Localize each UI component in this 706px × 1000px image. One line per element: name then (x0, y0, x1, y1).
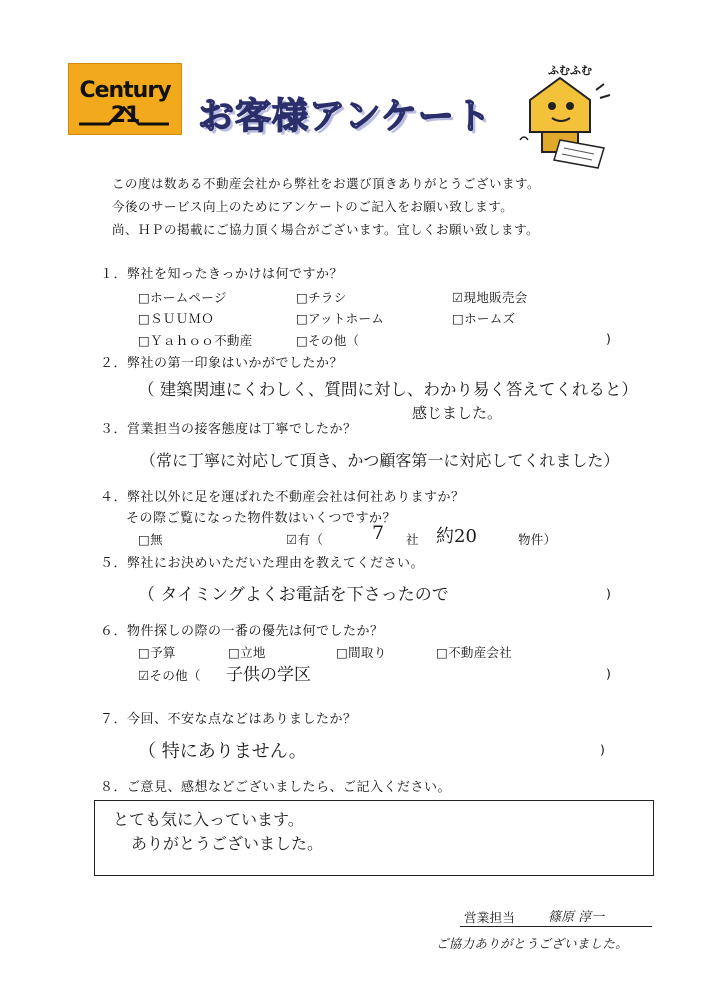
q6-option-other-label: その他（ (149, 668, 201, 683)
checked-box-icon: ☑ (138, 668, 150, 683)
checked-box-icon: ☑ (452, 290, 464, 305)
q1-option-homepage[interactable]: □ホームページ (138, 290, 227, 305)
q8-answer-line-2: ありがとうございました。 (131, 834, 324, 853)
q7-close-paren: ) (600, 742, 606, 757)
q1-option-other[interactable]: □その他（ (296, 333, 360, 348)
q6-option-agency[interactable]: □不動産会社 (436, 645, 513, 660)
q1-option-athome[interactable]: □アットホーム (296, 311, 385, 326)
q4-option-none[interactable]: □無 (138, 532, 163, 547)
logo-text: Century 21 (79, 78, 171, 128)
q4-property-count: 約20 (436, 526, 477, 547)
q6-option-budget[interactable]: □予算 (138, 645, 176, 660)
question-4: ４．弊社以外に足を運ばれた不動産会社は何社ありますか？ (100, 490, 465, 505)
thanks-message: ご協力ありがとうございました。 (436, 936, 629, 951)
q6-option-layout[interactable]: □間取り (336, 645, 387, 660)
mascot-caption: ふむふむ (548, 64, 592, 77)
question-4-sub: その際ご覧になった物件数はいくつですか？ (126, 511, 397, 526)
q2-answer-line-1: （ 建築関連にくわしく、質問に対し、わかり易く答えてくれると） (138, 380, 638, 399)
q5-close-paren: ) (606, 586, 612, 601)
q3-answer: （常に丁寧に対応して頂き、かつ顧客第一に対応してくれました） (140, 451, 620, 470)
mascot-house-icon (512, 60, 622, 170)
q7-answer: （ 特にありません。 (138, 741, 307, 762)
checked-box-icon: ☑ (286, 532, 298, 547)
question-8: ８．ご意見、感想などございましたら、ご記入ください。 (100, 780, 452, 795)
intro-line-1: この度は数ある不動産会社から弊社をお選び頂きありがとうございます。 (112, 176, 541, 191)
signature-line (460, 926, 652, 927)
q4-option-yes-label: 有（ (297, 532, 324, 547)
q4-company-count: 7 (372, 522, 385, 544)
q1-option-homes[interactable]: □ホームズ (452, 311, 516, 326)
company-logo (68, 63, 182, 135)
staff-name: 篠原 淳一 (548, 910, 605, 925)
q1-option-open-house-label: 現地販売会 (463, 290, 528, 305)
q4-option-yes[interactable] (286, 530, 323, 548)
q1-option-suumo[interactable]: □ＳＵＵＭＯ (138, 311, 215, 326)
question-7: ７．今回、不安な点などはありましたか？ (100, 712, 357, 727)
q6-close-paren: ) (606, 666, 612, 681)
question-5: ５．弊社にお決めいただいた理由を教えてください。 (100, 556, 425, 571)
question-6: ６．物件探しの際の一番の優先は何でしたか？ (100, 624, 384, 639)
q1-close-paren: ) (606, 331, 612, 346)
intro-line-3: 尚、ＨＰの掲載にご協力頂く場合がございます。宜しくお願い致します。 (112, 222, 540, 237)
question-2: ２．弊社の第一印象はいかがでしたか？ (100, 356, 344, 371)
q8-answer-line-1: とても気に入っています。 (113, 810, 304, 829)
q1-option-open-house[interactable] (452, 288, 528, 306)
question-1: １．弊社を知ったきっかけは何ですか？ (100, 267, 344, 282)
intro-line-2: 今後のサービス向上のためにアンケートのご記入をお願い致します。 (112, 199, 514, 214)
q4-unit-property: 物件） (518, 532, 557, 547)
q4-unit-company: 社 (406, 532, 419, 547)
q6-option-location[interactable]: □立地 (228, 645, 266, 660)
q1-option-yahoo[interactable]: □Ｙａｈｏｏ不動産 (138, 333, 253, 348)
q2-answer-line-2: 感じました。 (412, 404, 503, 422)
logo-roof-icon (79, 104, 169, 126)
q5-answer: （ タイミングよくお電話を下さったので (138, 585, 449, 605)
question-3: ３．営業担当の接客態度は丁寧でしたか？ (100, 422, 357, 437)
comment-box[interactable] (94, 800, 654, 876)
q6-option-other[interactable] (138, 666, 201, 684)
q1-option-flyer[interactable]: □チラシ (296, 290, 347, 305)
q6-other-answer: 子供の学区 (226, 665, 311, 685)
staff-label: 営業担当 (464, 910, 516, 925)
page-title: お客様アンケート (198, 96, 492, 137)
